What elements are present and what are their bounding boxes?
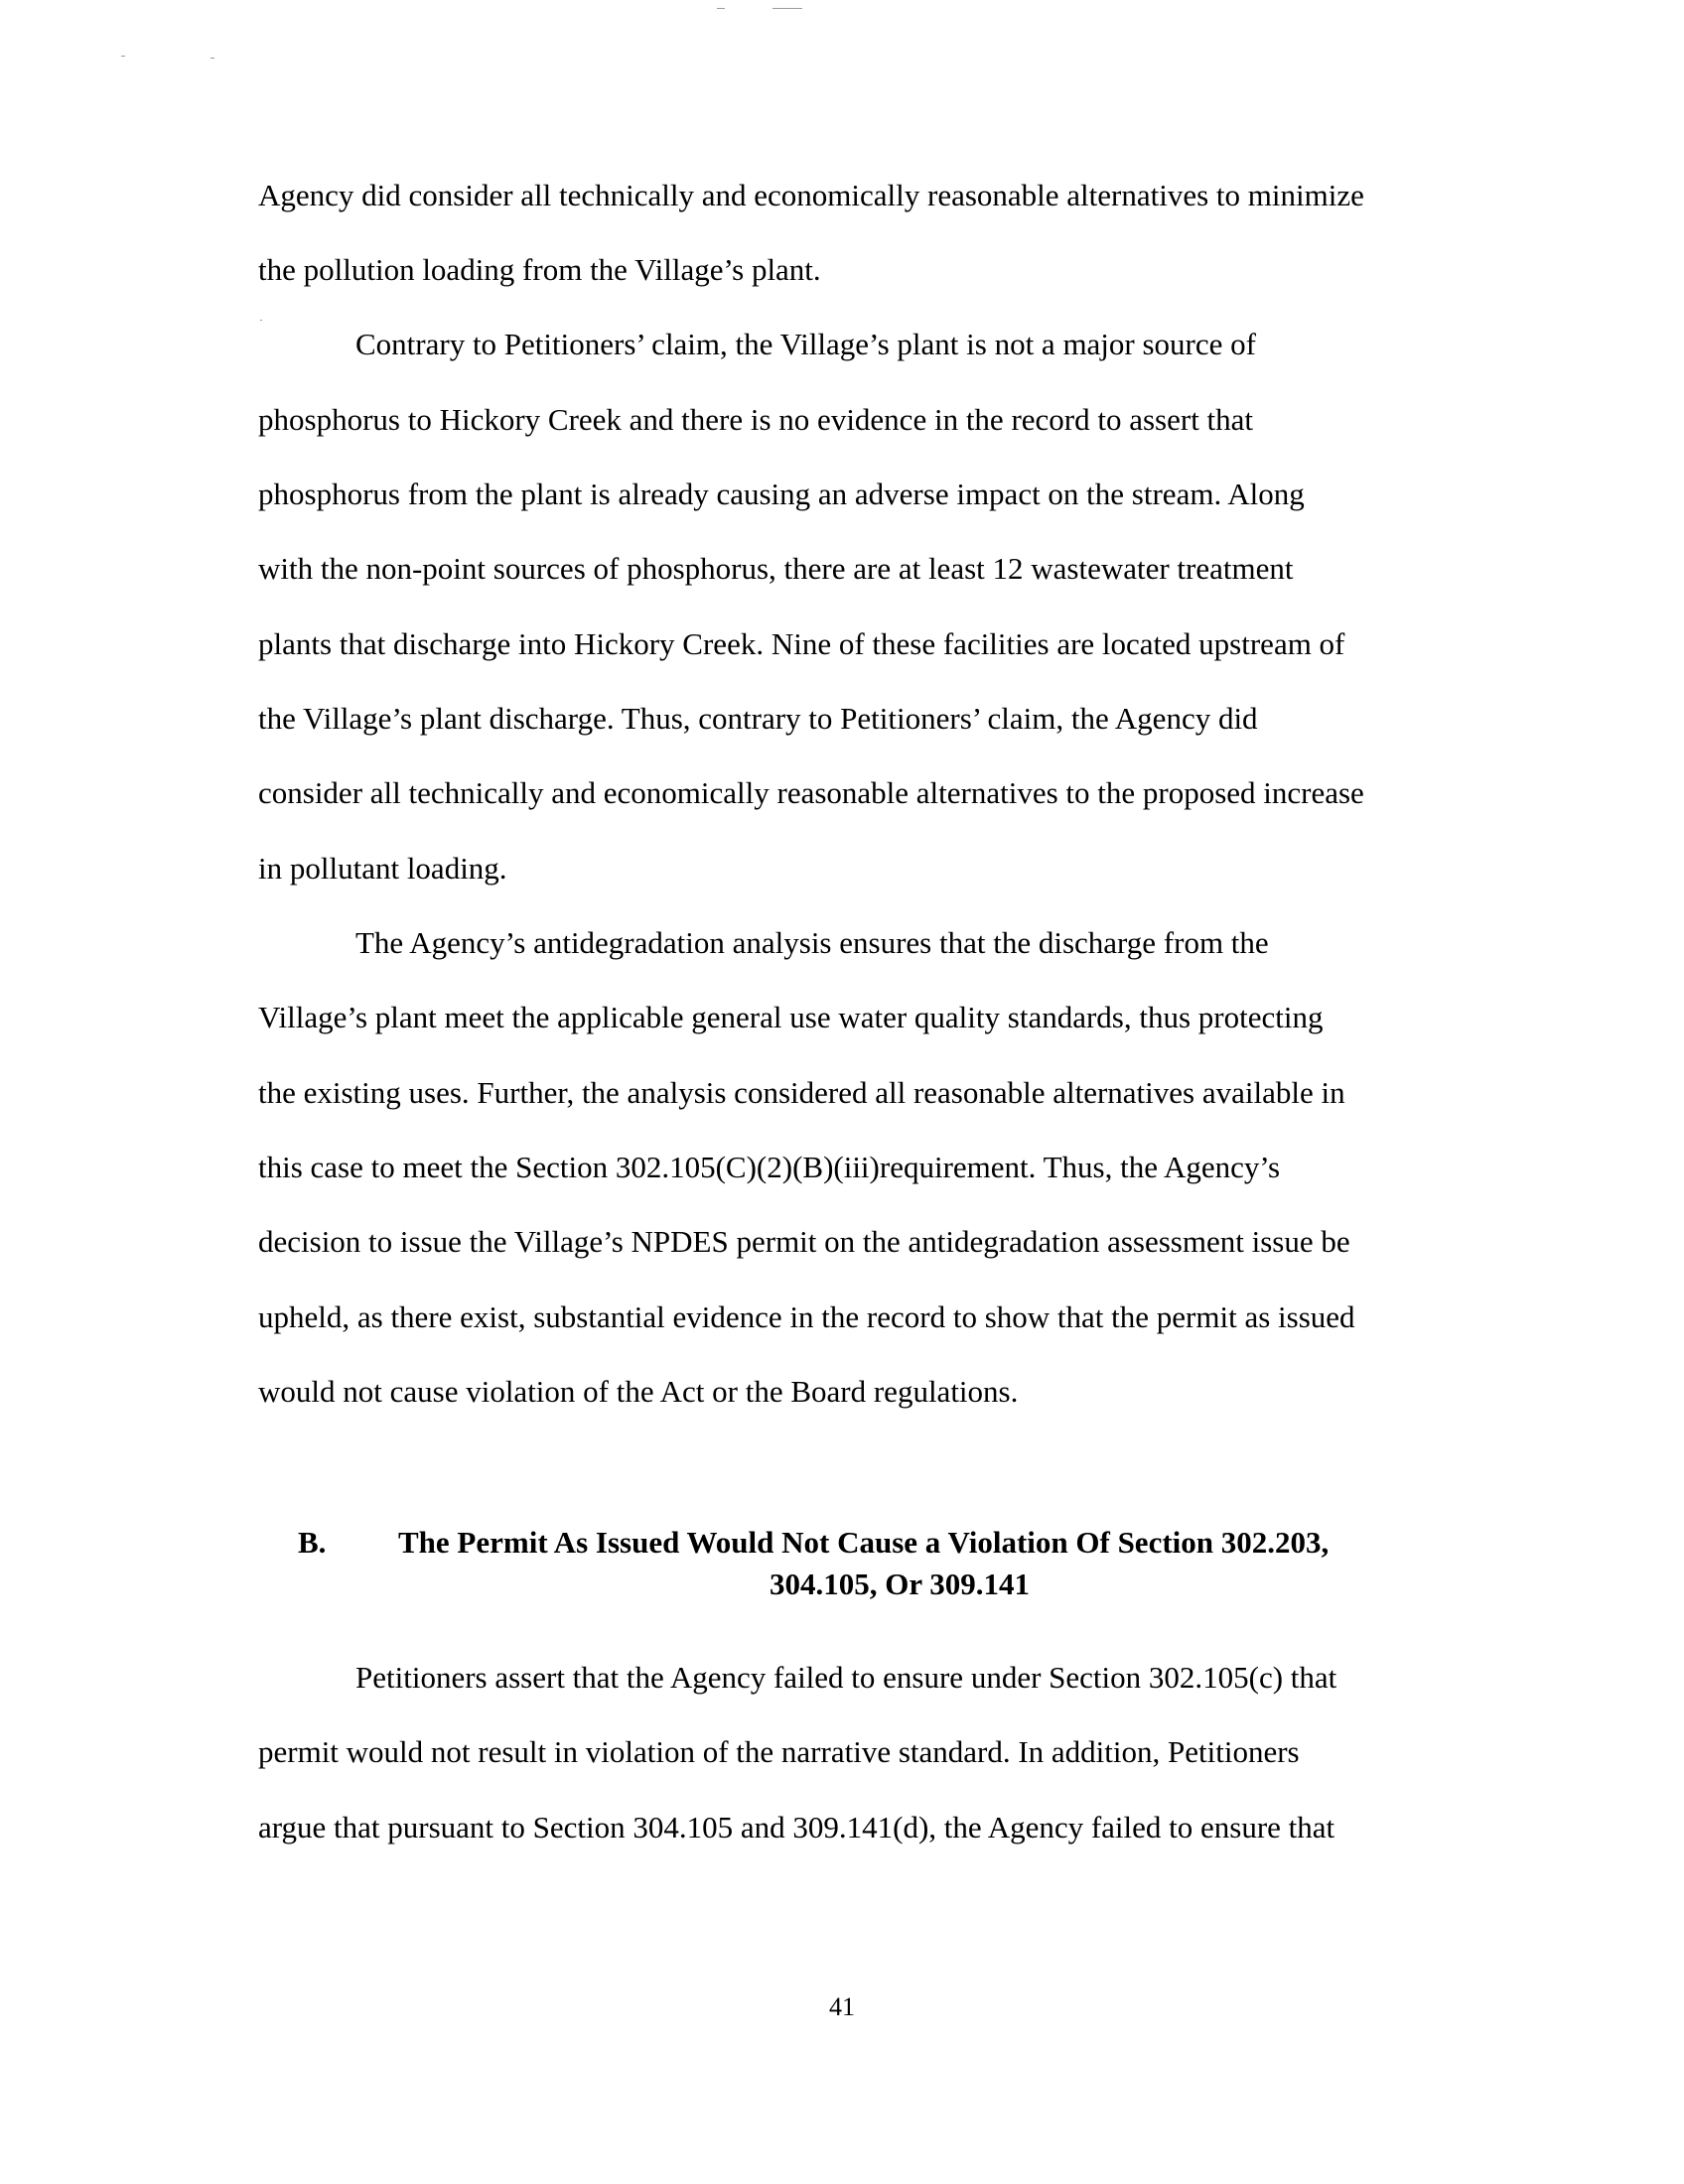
- text-line: the Village’s plant discharge. Thus, contrary to Petitioners’ claim, the Agency did: [258, 701, 1258, 736]
- text-line: the existing uses. Further, the analysis considered all reasonable alternatives available in: [258, 1075, 1345, 1110]
- scan-speck: [772, 8, 802, 9]
- text-line: Contrary to Petitioners’ claim, the Village’s plant is not a major source of: [355, 327, 1256, 361]
- text-line: with the non-point sources of phosphorus, there are at least 12 wastewater treatment: [258, 551, 1294, 586]
- text-line: decision to issue the Village’s NPDES permit on the antidegradation assessment issue be: [258, 1224, 1350, 1259]
- text-line: Agency did consider all technically and economically reasonable alternatives to minimize: [258, 178, 1364, 212]
- text-line: Petitioners assert that the Agency failed to ensure under Section 302.105(c) that: [355, 1660, 1337, 1695]
- text-line: would not cause violation of the Act or the Board regulations.: [258, 1374, 1019, 1409]
- text-line: consider all technically and economically reasonable alternatives to the proposed increase: [258, 775, 1364, 810]
- text-line: the pollution loading from the Village’s plant.: [258, 252, 821, 287]
- text-line: in pollutant loading.: [258, 851, 507, 886]
- text-line: plants that discharge into Hickory Creek. Nine of these facilities are located upstream of: [258, 626, 1345, 661]
- text-line: phosphorus to Hickory Creek and there is no evidence in the record to assert that: [258, 402, 1254, 437]
- text-line: permit would not result in violation of the narrative standard. In addition, Petitioners: [258, 1734, 1300, 1769]
- text-line: The Agency’s antidegradation analysis ensures that the discharge from the: [355, 925, 1269, 960]
- scan-speck: [121, 56, 125, 57]
- section-letter: B.: [298, 1525, 327, 1560]
- scan-speck: [260, 320, 262, 321]
- text-line: Village’s plant meet the applicable general use water quality standards, thus protecting: [258, 1000, 1324, 1034]
- scan-speck: [210, 58, 214, 59]
- section-title-line-1: The Permit As Issued Would Not Cause a Violation Of Section 302.203,: [398, 1525, 1330, 1560]
- text-line: phosphorus from the plant is already causing an adverse impact on the stream. Along: [258, 477, 1305, 511]
- text-line: this case to meet the Section 302.105(C)(2)(B)(iii)requirement. Thus, the Agency’s: [258, 1150, 1281, 1184]
- page-number: 41: [829, 1992, 855, 2021]
- text-line: upheld, as there exist, substantial evidence in the record to show that the permit as issued: [258, 1299, 1355, 1334]
- section-title-line-2: 304.105, Or 309.141: [769, 1567, 1031, 1601]
- scan-speck: [717, 8, 725, 9]
- text-line: argue that pursuant to Section 304.105 and 309.141(d), the Agency failed to ensure that: [258, 1810, 1335, 1844]
